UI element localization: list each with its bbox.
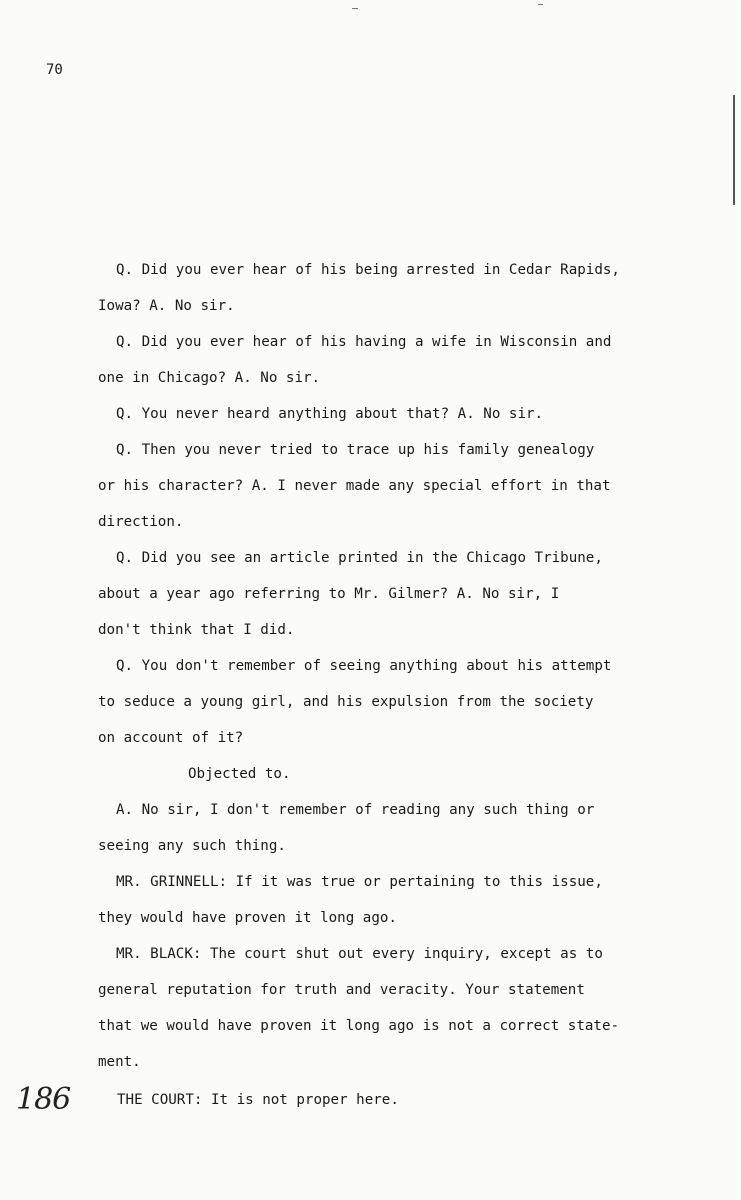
transcript-line: one in Chicago? A. No sir. [98, 370, 321, 386]
transcript-line: to seduce a young girl, and his expulsion from the society [98, 694, 594, 710]
scan-speck [352, 8, 358, 9]
page-number: 70 [46, 62, 63, 78]
transcript-line: they would have proven it long ago. [98, 910, 397, 926]
transcript-line: seeing any such thing. [98, 838, 286, 854]
transcript-line: or his character? A. I never made any special effort in that [98, 478, 611, 494]
objection-line: Objected to. [188, 766, 291, 782]
transcript-line: Iowa? A. No sir. [98, 298, 235, 314]
scan-speck [538, 4, 543, 5]
scan-edge-mark [733, 95, 735, 205]
transcript-line: Q. You never heard anything about that? A. No sir. [116, 406, 544, 422]
transcript-line: Q. Did you see an article printed in the Chicago Tribune, [116, 550, 603, 566]
transcript-body [98, 259, 683, 1087]
transcript-line: don't think that I did. [98, 622, 295, 638]
transcript-line: MR. BLACK: The court shut out every inquiry, except as to [116, 946, 603, 962]
handwritten-folio-number: 186 [16, 1082, 71, 1117]
transcript-line: that we would have proven it long ago is not a correct state- [98, 1018, 620, 1034]
transcript-line: Q. Then you never tried to trace up his family genealogy [116, 442, 595, 458]
transcript-line: about a year ago referring to Mr. Gilmer? A. No sir, I [98, 586, 560, 602]
transcript-line: Q. Did you ever hear of his being arrested in Cedar Rapids, [116, 262, 620, 278]
transcript-line: general reputation for truth and veracity. Your statement [98, 982, 585, 998]
transcript-line: Q. Did you ever hear of his having a wife in Wisconsin and [116, 334, 612, 350]
transcript-line: A. No sir, I don't remember of reading any such thing or [116, 802, 595, 818]
transcript-line: Q. You don't remember of seeing anything about his attempt [116, 658, 612, 674]
transcript-line: direction. [98, 514, 184, 530]
transcript-line: ment. [98, 1054, 141, 1070]
transcript-line: MR. GRINNELL: If it was true or pertaining to this issue, [116, 874, 603, 890]
transcript-line: on account of it? [98, 730, 244, 746]
court-ruling-line: THE COURT: It is not proper here. [117, 1092, 399, 1108]
